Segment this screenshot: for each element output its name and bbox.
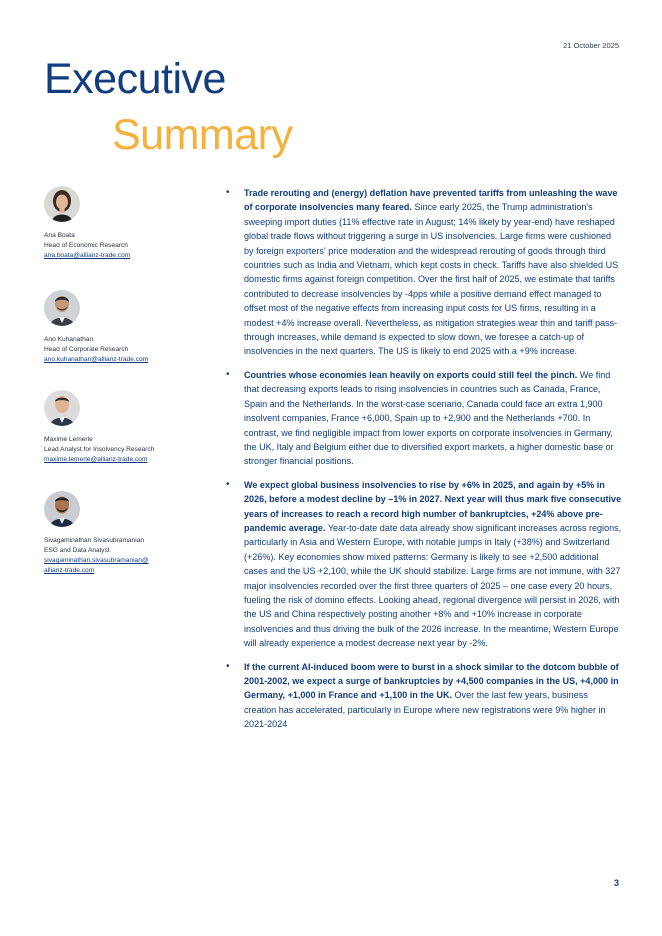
page-number: 3 [613,878,619,888]
summary-bullet [226,368,622,469]
author-email-link[interactable]: sivagaminathan.sivasubramanian@ [44,557,149,564]
summary-bullet [226,186,622,359]
author-role: Head of Economic Research [44,242,128,249]
author-name: Sivagaminathan Sivasubramanian [44,537,145,544]
author-photo [44,390,80,426]
author-email-link[interactable]: ana.boata@allianz-trade.com [44,252,131,259]
author-email-link-cont[interactable]: allianz-trade.com [44,567,95,574]
author-role: Lead Analyst for Insolvency Research [44,446,155,453]
report-date: 21 October 2025 [563,41,619,50]
bullet-text: Since early 2025, the Trump administration's sweeping import duties (11% effective rate in August; 14% likely by year-end) have reshaped global trade flows without triggering a surge in US insolvencies. Large firms were cushioned by foreign exporters' price moderation and the widespread rerouting of goods through third countries such as India and Vietnam, which kept costs in check. Tariffs have also shielded US domestic firms against foreign competition. Over the first half of 2025, we estimate that tariffs contributed to decrease insolvencies by -4pps while a positive demand effect managed to offset most of the negative effects from increasing input costs for US firms, resulting in a modest +4% increase overall. Nevertheless, as mitigation strategies wear thin and tariff pass-through increases, while demand is expected to slow down, we foresee a catch-up of insolvencies in the next quarters. The US is likely to end 2025 with a +9% increase. [244,202,619,357]
author-name: Ano Kuhanathan [44,336,94,343]
summary-bullet [226,660,622,732]
author-card [44,186,214,261]
page-title-line1: Executive [44,55,226,103]
bullet-lead: We expect global business insolvencies to rise by +6% in 2025, and again by +5% in 2026, before a modest decline by –1% in 2027. Next year will thus mark five consecutive years of increases to reach a record high number of bankruptcies, +24% above pre-pandemic average. [244,479,622,533]
author-card [44,290,214,365]
author-name: Maxime Lemerle [44,436,93,443]
bullet-text: Year-to-date date data already show significant increases across regions, particularly in Asia and Western Europe, with notable jumps in Italy (+38%) and Switzerland (+26%). Key economies show mixed patterns: Germany is likely to see +2,500 additional cases and the US +2,100, while the UK should stabilize. Large firms are not immune, with 327 major insolvencies recorded over the first three quarters of 2025 – one case every 20 hours, fueling the risk of domino effects. Looking ahead, regional divergence will persist in 2026, with the US and China respectively posting another +8% and +10% increase in corporate insolvencies and thus driving the bulk of the 2026 increase. In the meantime, Western Europe will already experience a modest decrease next year by -2%. [244,522,622,649]
bullet-text: Over the last few years, business creation has accelerated, particularly in Europe where new registrations were 9% higher in 2021-2024 [244,690,606,730]
executive-summary-body [226,186,622,741]
bullet-lead: If the current AI-induced boom were to burst in a shock similar to the dotcom bubble of 2001-2002, we expect a surge of bankruptcies by +4,500 companies in the US, +4,000 in Germany, +1,000 in France and +1,100 in the UK. [244,661,619,701]
author-photo [44,186,80,222]
author-email-link[interactable]: ano.kuhanathan@allianz-trade.com [44,356,149,363]
author-role: Head of Corporate Research [44,346,129,353]
page-title-line2: Summary [112,111,293,159]
bullet-lead: Countries whose economies lean heavily on exports could still feel the pinch. [244,369,578,380]
author-photo [44,491,80,527]
author-photo [44,290,80,326]
author-role: ESG and Data Analyst [44,547,110,554]
bullet-text: We find that decreasing exports leads to rising insolvencies in countries such as Canada, France, Spain and the Netherlands. In the worst-case scenario, Canada could face an extra 1,900 insolvent companies, France +6,000, Spain up to +2,900 and the Netherlands +700. In contrast, we find negligible impact from lower exports on corporate insolvencies in Germany, the UK, Italy and Belgium either due to diversified export markets, a higher domestic base or stronger financial positions. [244,369,614,467]
author-card [44,491,214,576]
author-name: Ana Boata [44,232,75,239]
author-email-link[interactable]: maxime.lemerle@allianz-trade.com [44,456,148,463]
author-card [44,390,214,465]
bullet-lead: Trade rerouting and (energy) deflation have prevented tariffs from unleashing the wave of corporate insolvencies many feared. [244,188,618,213]
summary-bullet [226,478,622,651]
